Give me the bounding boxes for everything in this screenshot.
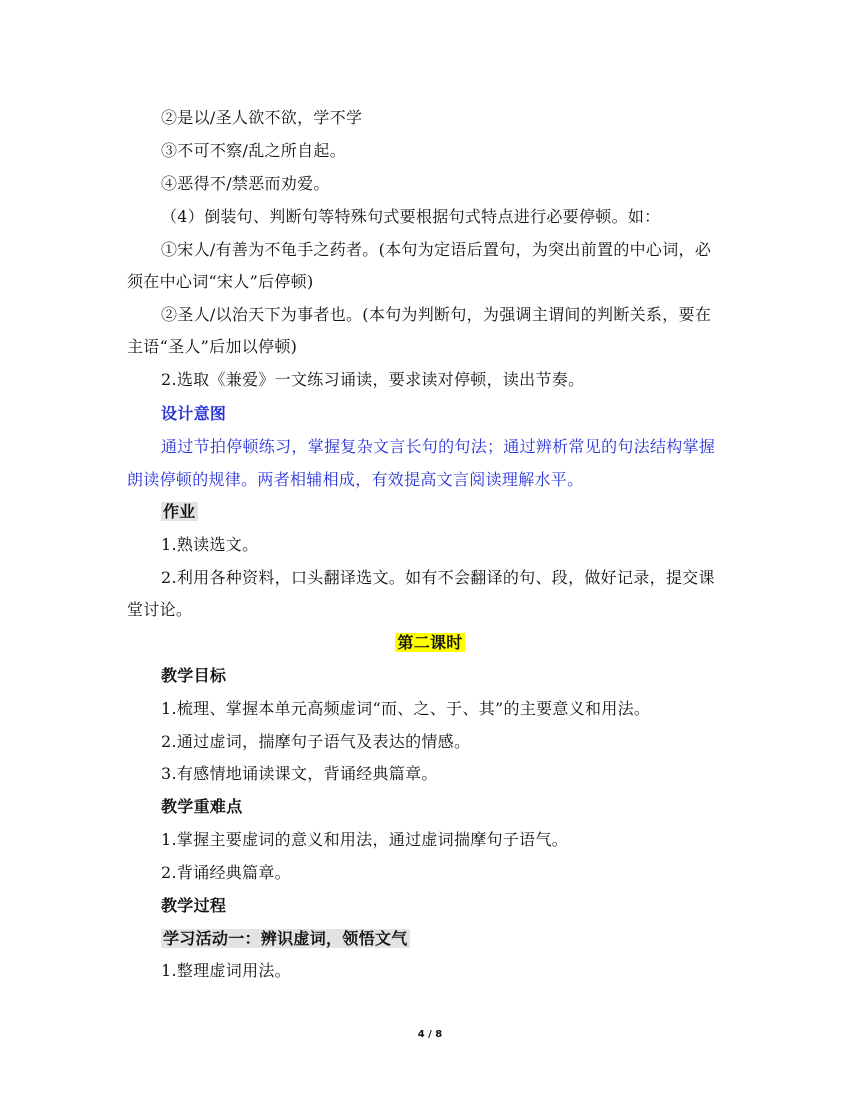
design-intent-text: 朗读停顿的规律。两者相辅相成，有效提高文言阅读理解水平。 bbox=[127, 470, 584, 489]
lesson-title bbox=[0, 632, 860, 654]
text-line: 1.梳理、掌握本单元高频虚词“而、之、于、其”的主要意义和用法。 bbox=[161, 699, 651, 718]
design-intent-text: 通过节拍停顿练习，掌握复杂文言长句的句法；通过辨析常见的句法结构掌握 bbox=[161, 437, 716, 456]
homework-heading bbox=[161, 501, 198, 523]
text-line: ②是以/圣人欲不欲，学不学 bbox=[161, 108, 363, 127]
text-line: ②圣人/以治天下为事者也。(本句为判断句，为强调主谓间的判断关系，要在 bbox=[161, 305, 712, 324]
activity-heading bbox=[161, 928, 410, 950]
text-line: 堂讨论。 bbox=[127, 600, 193, 619]
text-line: （4）倒装句、判断句等特殊句式要根据句式特点进行必要停顿。如： bbox=[161, 207, 661, 226]
text-line: 1.掌握主要虚词的意义和用法，通过虚词揣摩句子语气。 bbox=[161, 830, 569, 849]
text-line: ④恶得不/禁恶而劝爱。 bbox=[161, 174, 330, 193]
text-line: 须在中心词“宋人”后停顿) bbox=[127, 272, 314, 291]
text-line: 3.有感情地诵读课文，背诵经典篇章。 bbox=[161, 764, 438, 783]
text-line: 2.利用各种资料，口头翻译选文。如有不会翻译的句、段，做好记录，提交课 bbox=[161, 568, 715, 587]
text-line: 2.背诵经典篇章。 bbox=[161, 863, 291, 882]
process-heading: 教学过程 bbox=[161, 896, 227, 915]
homework-heading-label: 作业 bbox=[163, 502, 196, 521]
text-line: 1.整理虚词用法。 bbox=[161, 961, 291, 980]
text-line: 主语“圣人”后加以停顿) bbox=[127, 337, 298, 356]
lesson-title-label: 第二课时 bbox=[397, 633, 463, 652]
text-line: ①宋人/有善为不龟手之药者。(本句为定语后置句，为突出前置的中心词，必 bbox=[161, 240, 712, 259]
activity-heading-label: 学习活动一：辨识虚词，领悟文气 bbox=[163, 929, 408, 948]
design-intent-heading: 设计意图 bbox=[161, 404, 227, 423]
page-number: 4 / 8 bbox=[417, 1029, 443, 1040]
text-line: 1.熟读选文。 bbox=[161, 535, 259, 554]
goal-heading: 教学目标 bbox=[161, 666, 227, 685]
text-line: ③不可不察/乱之所自起。 bbox=[161, 141, 346, 160]
text-line: 2.通过虚词，揣摩句子语气及表达的情感。 bbox=[161, 732, 471, 751]
key-points-heading: 教学重难点 bbox=[161, 797, 243, 816]
text-line: 2.选取《兼爱》一文练习诵读，要求读对停顿，读出节奏。 bbox=[161, 370, 585, 389]
